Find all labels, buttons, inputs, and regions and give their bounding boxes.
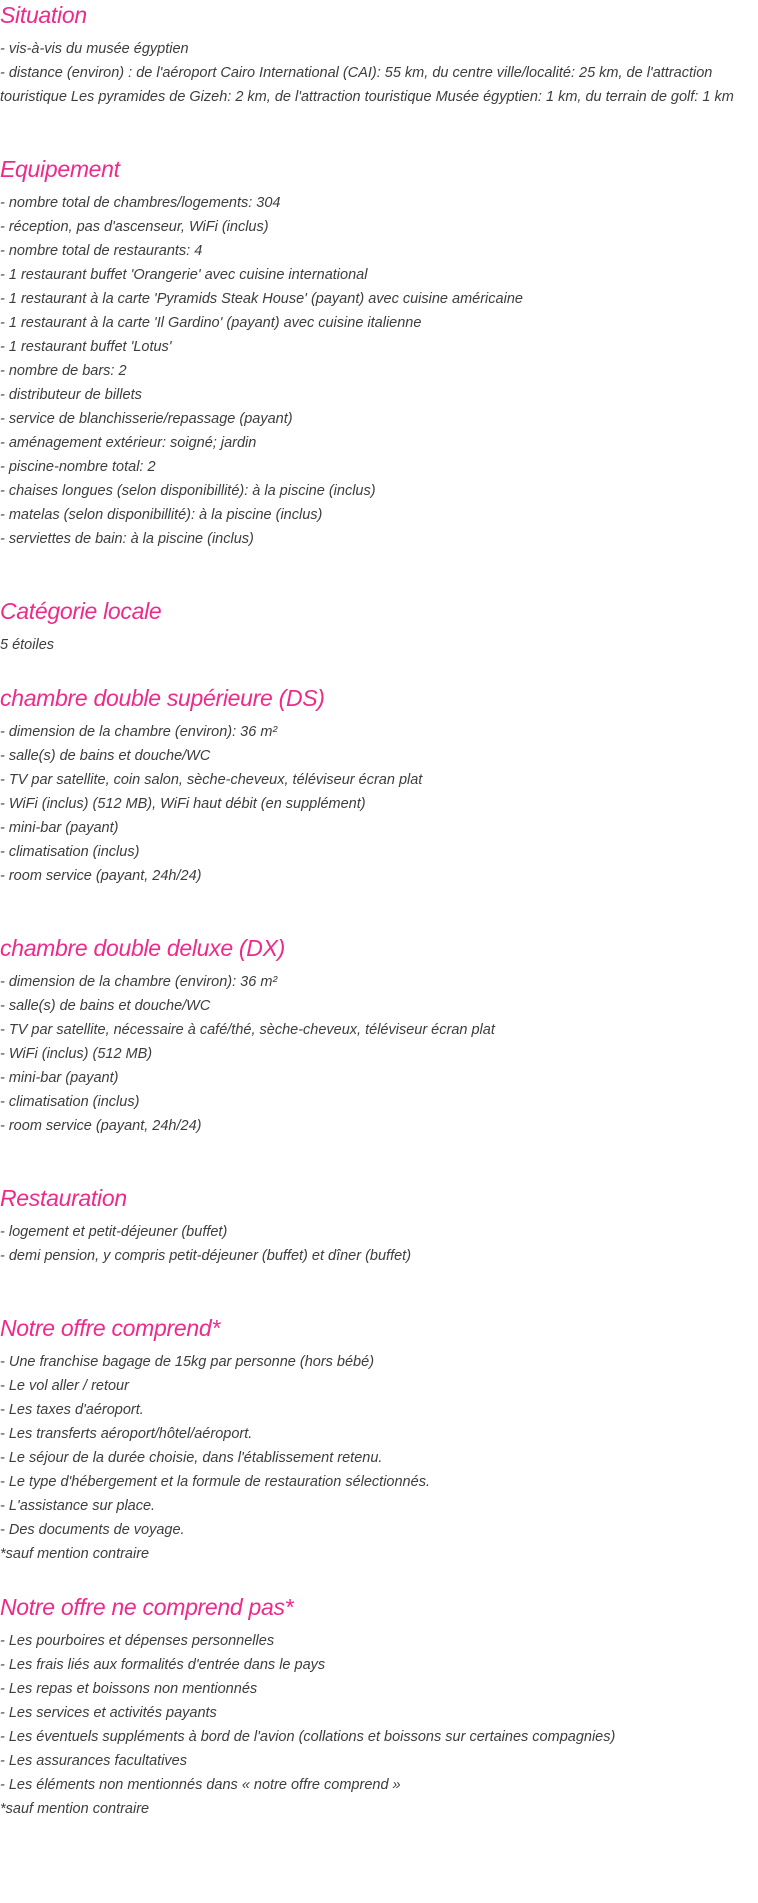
section-title: Notre offre ne comprend pas*	[0, 1594, 294, 1620]
list-item: - dimension de la chambre (environ): 36 m²	[0, 724, 278, 740]
section-lines	[0, 1629, 758, 1821]
list-item: - Une franchise bagage de 15kg par personne (hors bébé)	[0, 1354, 375, 1370]
footnote: *sauf mention contraire	[0, 1546, 150, 1562]
list-item: - L'assistance sur place.	[0, 1498, 156, 1514]
list-item: - logement et petit-déjeuner (buffet)	[0, 1224, 228, 1240]
section-title: Equipement	[0, 156, 120, 182]
section-lines	[0, 970, 758, 1138]
list-item: - mini-bar (payant)	[0, 1070, 119, 1086]
section-offre-ne-comprend-pas	[0, 1592, 758, 1821]
list-item: - demi pension, y compris petit-déjeuner (buffet) et dîner (buffet)	[0, 1248, 412, 1264]
list-item: - chaises longues (selon disponibillité): à la piscine (inclus)	[0, 483, 376, 499]
section-categorie-locale	[0, 596, 758, 657]
section-title: chambre double deluxe (DX)	[0, 935, 285, 961]
footnote: *sauf mention contraire	[0, 1801, 150, 1817]
list-item: - aménagement extérieur: soigné; jardin	[0, 435, 257, 451]
list-item: - Les frais liés aux formalités d'entrée dans le pays	[0, 1657, 326, 1673]
section-equipement	[0, 154, 758, 551]
section-lines	[0, 1350, 758, 1566]
list-item: - nombre de bars: 2	[0, 363, 127, 379]
list-item: - climatisation (inclus)	[0, 1094, 140, 1110]
list-item: - TV par satellite, nécessaire à café/thé, sèche-cheveux, téléviseur écran plat	[0, 1022, 495, 1038]
section-restauration	[0, 1183, 758, 1268]
list-item: - room service (payant, 24h/24)	[0, 868, 202, 884]
section-lines	[0, 191, 758, 551]
section-title: Restauration	[0, 1185, 127, 1211]
section-lines	[0, 1220, 758, 1268]
list-item: - Le type d'hébergement et la formule de restauration sélectionnés.	[0, 1474, 430, 1490]
list-item: - Les assurances facultatives	[0, 1753, 187, 1769]
list-item: - Les transferts aéroport/hôtel/aéroport.	[0, 1426, 253, 1442]
list-item: - Les repas et boissons non mentionnés	[0, 1681, 258, 1697]
list-item: - 1 restaurant à la carte 'Pyramids Steak House' (payant) avec cuisine américaine	[0, 291, 523, 307]
list-item: - Les services et activités payants	[0, 1705, 217, 1721]
list-item: - salle(s) de bains et douche/WC	[0, 998, 211, 1014]
list-item: - Les éléments non mentionnés dans « notre offre comprend »	[0, 1777, 401, 1793]
list-item: - TV par satellite, coin salon, sèche-cheveux, téléviseur écran plat	[0, 772, 423, 788]
list-item: - climatisation (inclus)	[0, 844, 140, 860]
list-item: - WiFi (inclus) (512 MB)	[0, 1046, 153, 1062]
list-item: - WiFi (inclus) (512 MB), WiFi haut débit (en supplément)	[0, 796, 366, 812]
list-item: - serviettes de bain: à la piscine (inclus)	[0, 531, 254, 547]
list-item: - nombre total de chambres/logements: 304	[0, 195, 281, 211]
list-item: - vis-à-vis du musée égyptien	[0, 41, 189, 57]
list-item: - room service (payant, 24h/24)	[0, 1118, 202, 1134]
section-offre-comprend	[0, 1313, 758, 1566]
list-item: - piscine-nombre total: 2	[0, 459, 156, 475]
section-title: Situation	[0, 2, 87, 28]
section-title: chambre double supérieure (DS)	[0, 685, 325, 711]
list-item: - service de blanchisserie/repassage (payant)	[0, 411, 293, 427]
list-item: - mini-bar (payant)	[0, 820, 119, 836]
list-item: - 1 restaurant buffet 'Lotus'	[0, 339, 172, 355]
section-situation	[0, 0, 758, 109]
list-item: - nombre total de restaurants: 4	[0, 243, 203, 259]
list-item: - distance (environ) : de l'aéroport Cairo International (CAI): 55 km, du centre ville/localité: 25 km, de l'attraction touristique Les pyramides de Gizeh: 2 km, de l'attraction touristique Musée égyptien: 1 km, du terrain de golf: 1 km	[0, 65, 734, 105]
section-chambre-dx	[0, 933, 758, 1138]
list-item: - Des documents de voyage.	[0, 1522, 185, 1538]
list-item: - Les éventuels suppléments à bord de l'avion (collations et boissons sur certaines compagnies)	[0, 1729, 616, 1745]
section-title: Catégorie locale	[0, 598, 162, 624]
list-item: - Le vol aller / retour	[0, 1378, 129, 1394]
list-item: - réception, pas d'ascenseur, WiFi (inclus)	[0, 219, 269, 235]
list-item: 5 étoiles	[0, 637, 55, 653]
list-item: - Les pourboires et dépenses personnelles	[0, 1633, 275, 1649]
list-item: - matelas (selon disponibillité): à la piscine (inclus)	[0, 507, 323, 523]
list-item: - Les taxes d'aéroport.	[0, 1402, 144, 1418]
list-item: - distributeur de billets	[0, 387, 142, 403]
list-item: - 1 restaurant à la carte 'Il Gardino' (payant) avec cuisine italienne	[0, 315, 422, 331]
list-item: - salle(s) de bains et douche/WC	[0, 748, 211, 764]
section-lines	[0, 37, 758, 109]
list-item: - 1 restaurant buffet 'Orangerie' avec cuisine international	[0, 267, 368, 283]
list-item: - dimension de la chambre (environ): 36 m²	[0, 974, 278, 990]
section-lines	[0, 720, 758, 888]
section-title: Notre offre comprend*	[0, 1315, 220, 1341]
list-item: - Le séjour de la durée choisie, dans l'établissement retenu.	[0, 1450, 383, 1466]
section-lines	[0, 633, 758, 657]
section-chambre-ds	[0, 683, 758, 888]
